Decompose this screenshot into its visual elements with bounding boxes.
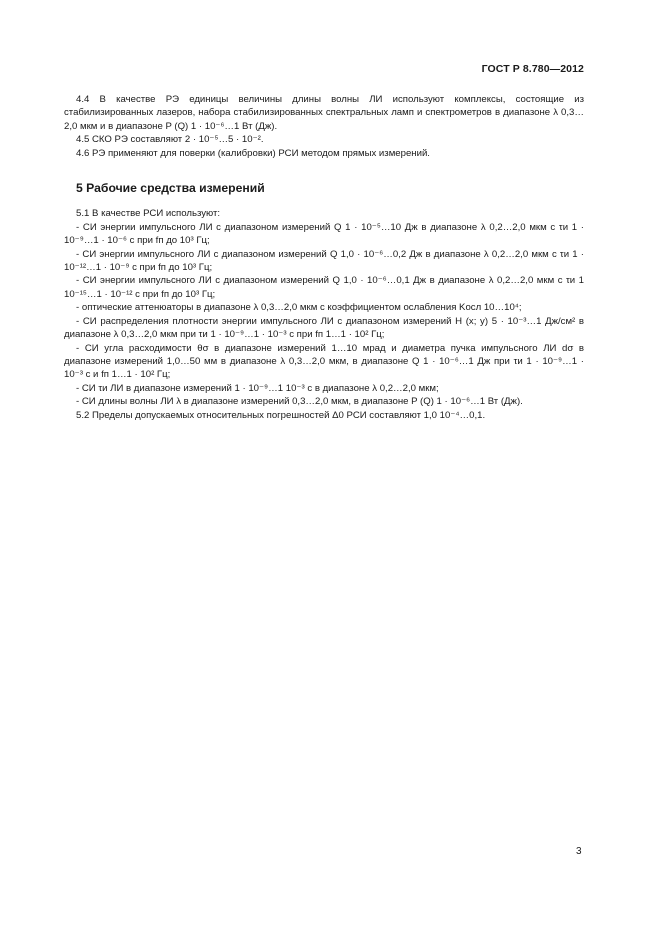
standard-header: ГОСТ Р 8.780—2012 bbox=[481, 63, 584, 75]
page-number: 3 bbox=[576, 846, 582, 857]
paragraph-4-4: 4.4 В качестве РЭ единицы величины длины волны ЛИ используют комплексы, состоящие из стабилизированных лазеров, набора стабилизированных спектральных ламп и спектрометров в диапазоне λ 0,3…2,0 мкм и в диапазоне P (Q) 1 · 10⁻⁶…1 Вт (Дж). bbox=[64, 94, 584, 132]
section-5-title: 5 Рабочие средства измерений bbox=[76, 181, 265, 196]
list-item: - СИ распределения плотности энергии импульсного ЛИ с диапазоном измерений H (x; y) 5 · 10⁻³…1 Дж/см² в диапазоне λ 0,3…2,0 мкм при τи 1 · 10⁻⁹…1 · 10⁻³ с при fп 1…1 · 10² Гц; bbox=[64, 315, 584, 341]
paragraph-5-2: 5.2 Пределы допускаемых относительных погрешностей Δ0 РСИ составляют 1,0 10⁻⁴…0,1. bbox=[76, 409, 486, 421]
list-item: - СИ угла расходимости θσ в диапазоне измерений 1…10 мрад и диаметра пучка импульсного ЛИ dσ в диапазоне измерений 1,0…50 мм в диапазоне λ 0,3…2,0 мкм, в диапазоне Q 1 · 10⁻⁶…1 Дж при τи 1 · 10⁻⁹…1 · 10⁻³ с и fп 1…1 · 10² Гц; bbox=[64, 342, 584, 381]
paragraph-5-1: 5.1 В качестве РСИ используют: bbox=[76, 208, 221, 220]
list-item: - СИ энергии импульсного ЛИ с диапазоном измерений Q 1 · 10⁻⁵…10 Дж в диапазоне λ 0,2…2,0 мкм с τи 1 · 10⁻⁹…1 · 10⁻⁶ с при fп до 10³ Гц; bbox=[64, 221, 584, 247]
list-item: - СИ τи ЛИ в диапазоне измерений 1 · 10⁻⁹…1 10⁻³ с в диапазоне λ 0,2…2,0 мкм; bbox=[76, 382, 439, 394]
paragraph-4-5: 4.5 СКО РЭ составляют 2 · 10⁻⁵…5 · 10⁻². bbox=[76, 134, 264, 146]
paragraph-4-6: 4.6 РЭ применяют для поверки (калибровки) РСИ методом прямых измерений. bbox=[76, 147, 430, 159]
page-content bbox=[64, 93, 584, 422]
list-item: - СИ энергии импульсного ЛИ с диапазоном измерений Q 1,0 · 10⁻⁶…0,1 Дж в диапазоне λ 0,2…2,0 мкм с τи 1 10⁻¹⁵…1 · 10⁻¹² с при fп до 10³ Гц; bbox=[64, 275, 584, 300]
list-item: - СИ длины волны ЛИ λ в диапазоне измерений 0,3…2,0 мкм, в диапазоне P (Q) 1 · 10⁻⁶…1 Вт (Дж). bbox=[76, 396, 523, 408]
list-item: - СИ энергии импульсного ЛИ с диапазоном измерений Q 1,0 · 10⁻⁶…0,2 Дж в диапазоне λ 0,2…2,0 мкм с τи 1 · 10⁻¹²…1 · 10⁻⁹ с при fп до 10³ Гц; bbox=[64, 248, 584, 274]
list-item: - оптические аттенюаторы в диапазоне λ 0,3…2,0 мкм с коэффициентом ослабления Kосл 10…10⁴; bbox=[76, 302, 522, 314]
